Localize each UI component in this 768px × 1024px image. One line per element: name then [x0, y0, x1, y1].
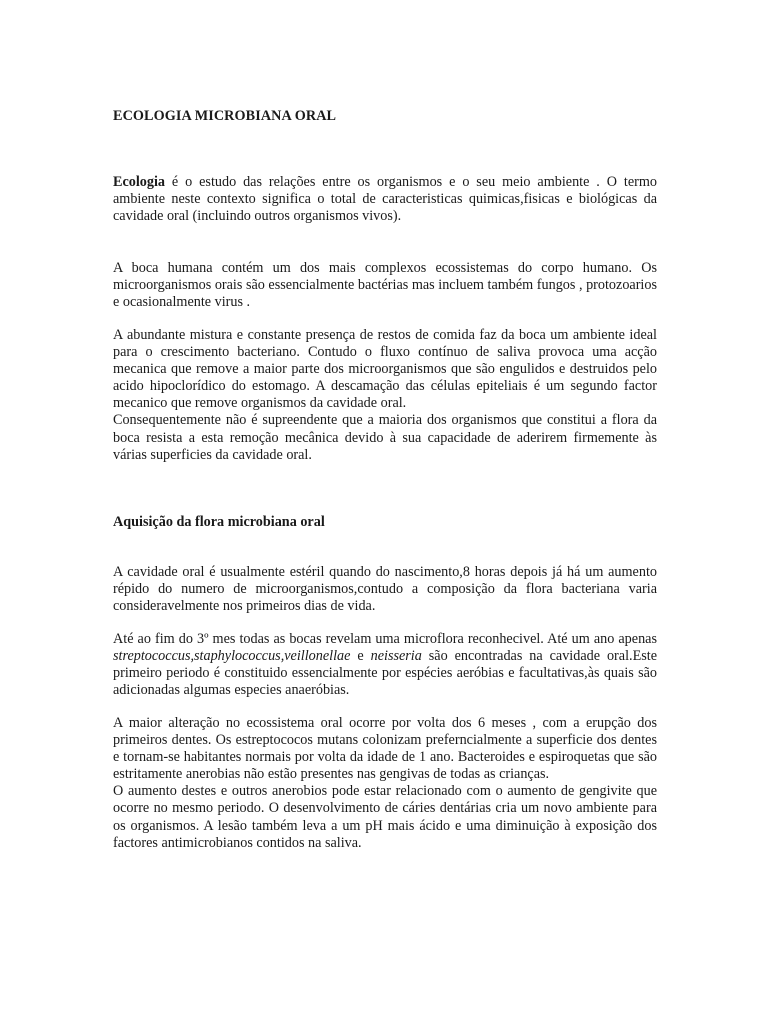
paragraph-3-mes-text: [113, 631, 657, 699]
paragraph-boca-humana-text: A boca humana contém um dos mais complexos ecossistemas do corpo humano. Os microorganismos orais são essencialmente bactérias mas incluem também fungos , protozoarios e ocasionalmente virus .: [113, 260, 657, 311]
paragraph-mistura-text: A abundante mistura e constante presença de restos de comida faz da boca um ambiente ideal para o crescimento bacteriano. Contudo o fluxo contínuo de saliva provoca uma acção mecanica que remove a maior parte dos microorganismos que são engulidos e destruidos pelo acido hipoclorídico do estomago. A descamação das células epiteliais é um segundo factor mecanico que remove organismos da cavidade oral.: [113, 327, 657, 412]
paragraph-consequentemente-text: Consequentemente não é supreendente que a maioria dos organismos que constitui a flora da boca resista a esta remoção mecânica devido à sua capacidade de aderirem firmemente às várias superficies da cavidade oral.: [113, 412, 657, 463]
paragraph-boca-humana: [113, 260, 657, 311]
paragraph-3-mes-rest: são encontradas na cavidade oral.Este primeiro periodo é constituido essencialmente por espécies aeróbias e facultativas,às quais são adicionadas algumas especies anaeróbias.: [113, 648, 657, 699]
conjunction: e: [350, 648, 371, 665]
paragraph-ecologia-text: [113, 174, 657, 225]
paragraph-3-mes-intro: Até ao fim do 3º mes todas as bocas revelam uma microflora reconhecivel. Até um ano apenas: [113, 631, 657, 647]
paragraph-mistura: [113, 327, 657, 464]
document-title-block: [113, 108, 657, 125]
species-neisseria: neisseria: [370, 648, 422, 665]
section-heading-block: [113, 514, 657, 531]
paragraph-cavidade-oral: [113, 564, 657, 615]
paragraph-aumento-text: O aumento destes e outros anerobios pode estar relacionado com o aumento de gengivite que ocorre no mesmo periodo. O desenvolvimento de cáries dentárias cria um novo ambiente para os organismos. A lesão também leva a um pH mais ácido e uma diminuição à exposição dos factores antimicrobianos contidos na saliva.: [113, 783, 657, 851]
paragraph-3-mes: [113, 631, 657, 699]
term-ecologia: Ecologia: [113, 174, 166, 190]
section-heading: Aquisição da flora microbiana oral: [113, 514, 325, 530]
paragraph-cavidade-oral-text: A cavidade oral é usualmente estéril quando do nascimento,8 horas depois já há um aumento répido do numero de microorganismos,contudo a composição da flora bacteriana varia consideravelmente nos primeiros dias de vida.: [113, 564, 657, 615]
document-title: ECOLOGIA MICROBIANA ORAL: [113, 108, 337, 124]
species-list: streptococcus,staphylococcus,veillonellae: [113, 648, 351, 665]
paragraph-ecologia-body: é o estudo das relações entre os organismos e o seu meio ambiente . O termo ambiente neste contexto significa o total de caracteristicas quimicas,fisicas e biológicas da cavidade oral (incluindo outros organismos vivos).: [113, 174, 657, 225]
paragraph-6-meses-text: A maior alteração no ecossistema oral ocorre por volta dos 6 meses , com a erupção dos primeiros dentes. Os estreptococos mutans colonizam preferncialmente a superficie dos dentes e tornam-se habitantes normais por volta da idade de 1 ano. Bacteroides e espiroquetas que são estritamente anerobias não estão presentes nas gengivas de todas as crianças.: [113, 715, 657, 783]
paragraph-ecologia: [113, 174, 657, 225]
paragraph-6-meses: [113, 715, 657, 852]
